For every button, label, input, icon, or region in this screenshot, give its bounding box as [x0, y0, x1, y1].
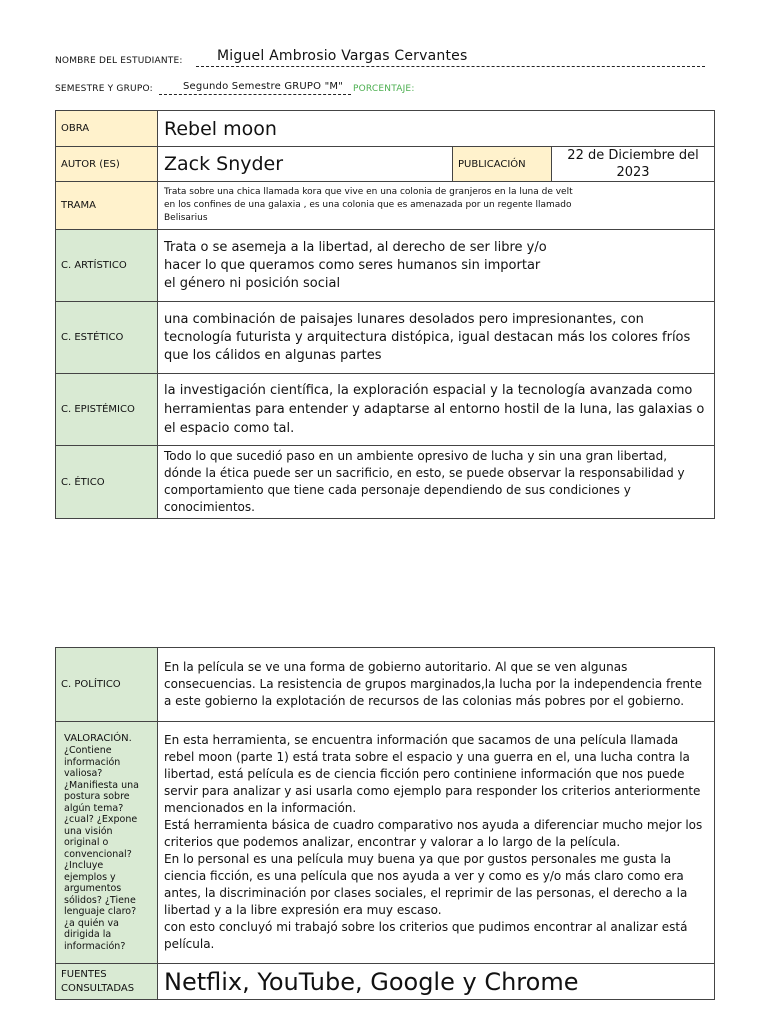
etico-value: Todo lo que sucedió paso en un ambiente opresivo de lucha y sin una gran libertad, dónde la ética puede ser un sacrificio, en esto, se puede observar la responsabilidad y comportamiento que tiene cada personaje dependiendo de sus condiciones y conocimientos. [158, 446, 715, 519]
analysis-table-main [55, 110, 715, 519]
artistico-label: C. ARTÍSTICO [56, 230, 158, 302]
valoracion-value [158, 722, 715, 964]
etico-label: C. ÉTICO [56, 446, 158, 519]
fuentes-label: FUENTES CONSULTADAS [56, 964, 158, 1000]
valoracion-label: VALORACIÓN. [64, 733, 132, 744]
estetico-value: una combinación de paisajes lunares desolados pero impresionantes, con tecnología futurista y arquitectura distópica, igual destacan más los colores fríos que los cálidos en algunas partes [158, 302, 715, 374]
obra-label: OBRA [56, 111, 158, 147]
percentage-label: PORCENTAJE: [353, 84, 415, 94]
row-autor [56, 147, 715, 182]
row-artistico [56, 230, 715, 302]
student-name-row [55, 48, 705, 68]
semester-group-value: Segundo Semestre GRUPO "M" [183, 81, 344, 92]
valoracion-label-cell [56, 722, 158, 964]
student-name-label: NOMBRE DEL ESTUDIANTE: [55, 56, 183, 66]
trama-label: TRAMA [56, 182, 158, 230]
fuentes-value: Netflix, YouTube, Google y Chrome [158, 964, 715, 1000]
student-name-underline [196, 66, 705, 67]
student-name-value: Miguel Ambrosio Vargas Cervantes [217, 48, 468, 64]
row-politico [56, 648, 715, 722]
row-fuentes [56, 964, 715, 1000]
semester-group-label: SEMESTRE Y GRUPO: [55, 84, 153, 94]
publicacion-value: 22 de Diciembre del 2023 [552, 147, 715, 182]
publicacion-label: PUBLICACIÓN [453, 147, 552, 182]
semester-group-row [55, 80, 475, 96]
autor-label: AUTOR (ES) [56, 147, 158, 182]
row-etico [56, 446, 715, 519]
row-epistemico [56, 374, 715, 446]
row-valoracion [56, 722, 715, 964]
row-trama [56, 182, 715, 230]
autor-value: Zack Snyder [158, 147, 453, 182]
valoracion-questions: ¿Contiene información valiosa? ¿Manifiesta una postura sobre algún tema? ¿cual? ¿Expone una visión original o convencional? ¿Incluye ejemplos y argumentos sólidos? ¿Tiene lenguaje claro? ¿a quién va dirigida la información? [64, 745, 139, 952]
epistemico-label: C. EPISTÉMICO [56, 374, 158, 446]
politico-value: En la película se ve una forma de gobierno autoritario. Al que se ven algunas consecuencias. La resistencia de grupos marginados,la lucha por la independencia frente a este gobierno la explotación de recursos de las colonias más pobres por el gobierno. [158, 648, 715, 722]
valoracion-paragraph-1: En esta herramienta, se encuentra información que sacamos de una película llamada rebel moon (parte 1) está trata sobre el espacio y una guerra en el, una lucha contra la libertad, está película es de ciencia ficción pero continiene información que nos puede servir para analizar y asi usarla como ejemplo para responder los criterios anteriormente mencionados en la información. [164, 733, 701, 815]
epistemico-value: la investigación científica, la exploración espacial y la tecnología avanzada como herramientas para entender y adaptarse al entorno hostil de la luna, las galaxias o el espacio como tal. [158, 374, 715, 446]
trama-value: Trata sobre una chica llamada kora que vive en una colonia de granjeros en la luna de velt en los confines de una galaxia , es una colonia que es amenazada por un regente llamado Belisarius [158, 182, 715, 230]
row-estetico [56, 302, 715, 374]
valoracion-paragraph-4: con esto concluyó mi trabajó sobre los criterios que pudimos encontrar al analizar está película. [164, 920, 688, 951]
row-obra [56, 111, 715, 147]
analysis-table-continued [55, 647, 715, 1000]
valoracion-paragraph-3: En lo personal es una película muy buena ya que por gustos personales me gusta la ciencia ficción, es una película que nos ayuda a ver y como es y/o más claro como era antes, la discriminación por clases sociales, el reprimir de las personas, el derecho a la libertad y a la libre expresión era muy escaso. [164, 852, 688, 917]
estetico-label: C. ESTÉTICO [56, 302, 158, 374]
artistico-value: Trata o se asemeja a la libertad, al derecho de ser libre y/o hacer lo que queramos como seres humanos sin importar el género ni posición social [158, 230, 715, 302]
politico-label: C. POLÍTICO [56, 648, 158, 722]
obra-value: Rebel moon [158, 111, 715, 147]
valoracion-paragraph-2: Está herramienta básica de cuadro comparativo nos ayuda a diferenciar mucho mejor los criterios que podemos analizar, encontrar y valorar a lo largo de la película. [164, 818, 703, 849]
semester-group-underline [159, 94, 351, 95]
